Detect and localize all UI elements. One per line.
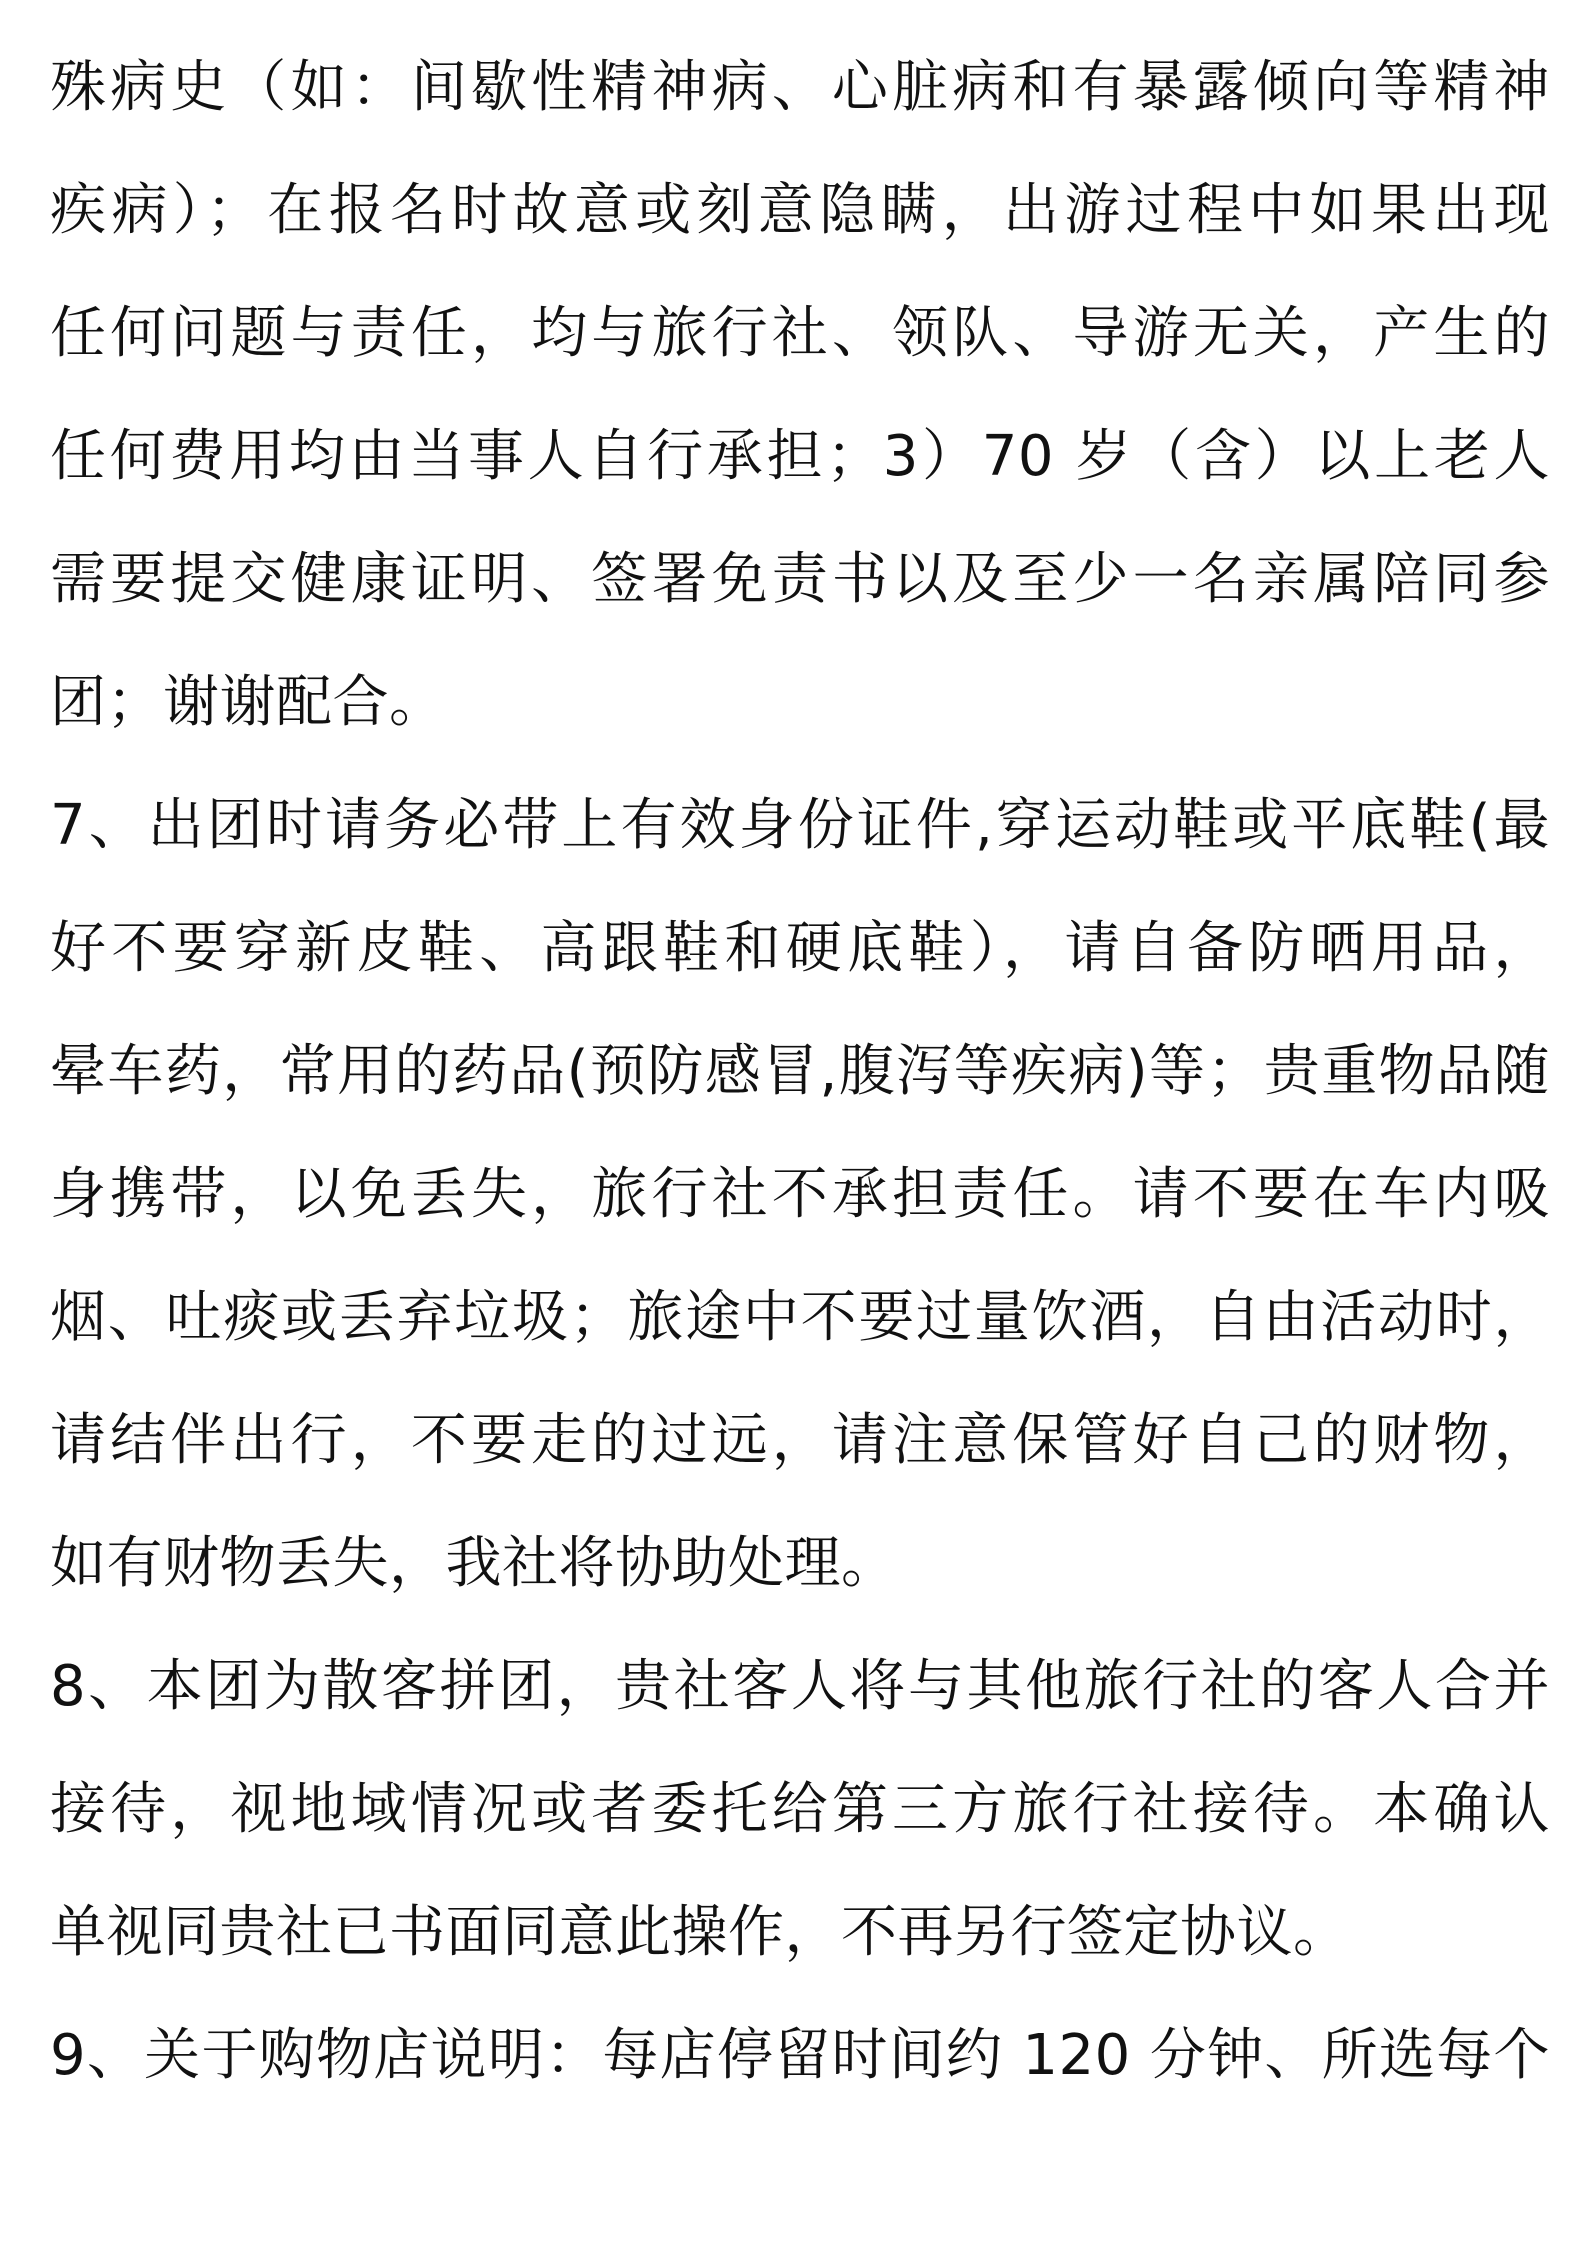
text-line: 团；谢谢配合。 <box>50 670 446 735</box>
text-line: 好不要穿新皮鞋、高跟鞋和硬底鞋），请自备防晒用品， <box>50 916 1550 981</box>
text-line: 如有财物丢失，我社将协助处理。 <box>50 1531 898 1596</box>
text-line: 8、本团为散客拼团，贵社客人将与其他旅行社的客人合并 <box>50 1654 1550 1719</box>
text-line: 需要提交健康证明、签署免责书以及至少一名亲属陪同参 <box>50 547 1550 612</box>
text-line: 晕车药，常用的药品(预防感冒,腹泻等疾病)等；贵重物品随 <box>50 1039 1550 1104</box>
text-line: 接待，视地域情况或者委托给第三方旅行社接待。本确认 <box>50 1777 1550 1842</box>
text-line: 身携带，以免丢失，旅行社不承担责任。请不要在车内吸 <box>50 1162 1550 1227</box>
text-line: 单视同贵社已书面同意此操作，不再另行签定协议。 <box>50 1900 1350 1965</box>
text-line: 殊病史（如：间歇性精神病、心脏病和有暴露倾向等精神 <box>50 55 1550 120</box>
text-line: 任何问题与责任，均与旅行社、领队、导游无关，产生的 <box>50 301 1550 366</box>
text-line: 请结伴出行，不要走的过远，请注意保管好自己的财物， <box>50 1408 1550 1473</box>
text-line: 7、出团时请务必带上有效身份证件,穿运动鞋或平底鞋(最 <box>50 793 1550 858</box>
text-line: 疾病）；在报名时故意或刻意隐瞒，出游过程中如果出现 <box>50 178 1550 243</box>
text-line: 烟、吐痰或丢弃垃圾；旅途中不要过量饮酒，自由活动时， <box>50 1285 1550 1350</box>
text-line: 任何费用均由当事人自行承担；3）70 岁（含）以上老人 <box>50 424 1550 489</box>
text-line: 9、关于购物店说明：每店停留时间约 120 分钟、所选每个 <box>50 2023 1550 2088</box>
